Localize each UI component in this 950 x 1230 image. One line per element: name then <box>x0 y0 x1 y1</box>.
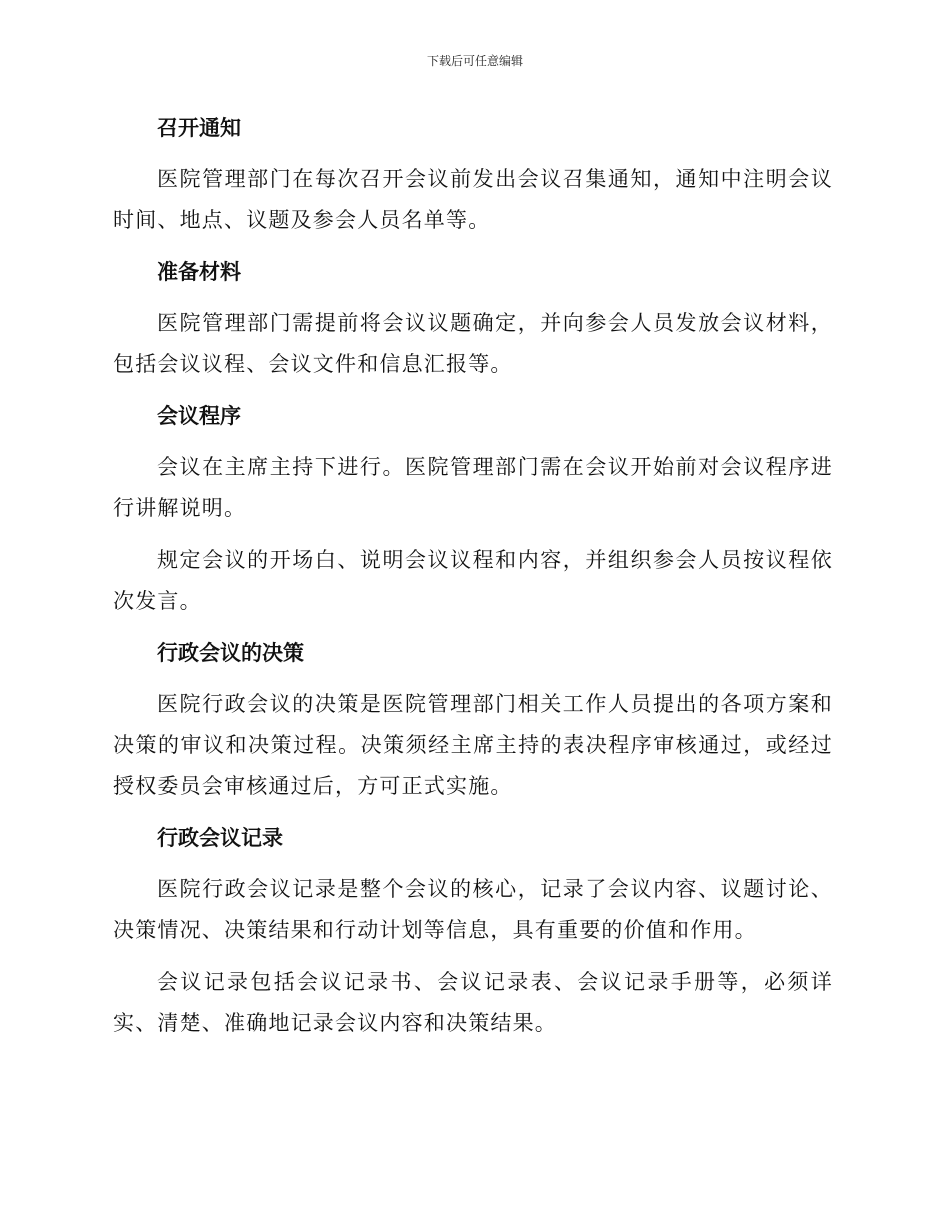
section-heading-notice: 召开通知 <box>157 116 241 140</box>
page-header: 下载后可任意编辑 <box>426 54 523 68</box>
paragraph: 医院行政会议记录是整个会议的核心，记录了会议内容、议题讨论、决策情况、决策结果和行动计划等信息，具有重要的价值和作用。 <box>113 877 833 942</box>
section-heading-procedure: 会议程序 <box>157 404 241 428</box>
paragraph: 医院管理部门在每次召开会议前发出会议召集通知，通知中注明会议时间、地点、议题及参会人员名单等。 <box>113 167 833 232</box>
paragraph: 医院管理部门需提前将会议议题确定，并向参会人员发放会议材料，包括会议议程、会议文件和信息汇报等。 <box>113 311 833 376</box>
paragraph: 会议在主席主持下进行。医院管理部门需在会议开始前对会议程序进行讲解说明。 <box>113 455 833 520</box>
section-heading-materials: 准备材料 <box>157 260 241 284</box>
document-body <box>113 108 833 1055</box>
section-heading-minutes: 行政会议记录 <box>157 826 283 850</box>
section-heading-decision: 行政会议的决策 <box>157 641 304 665</box>
paragraph: 会议记录包括会议记录书、会议记录表、会议记录手册等，必须详实、清楚、准确地记录会议内容和决策结果。 <box>113 970 833 1035</box>
paragraph: 医院行政会议的决策是医院管理部门相关工作人员提出的各项方案和决策的审议和决策过程。决策须经主席主持的表决程序审核通过，或经过授权委员会审核通过后，方可正式实施。 <box>113 692 833 798</box>
paragraph: 规定会议的开场白、说明会议议程和内容，并组织参会人员按议程依次发言。 <box>113 548 833 613</box>
